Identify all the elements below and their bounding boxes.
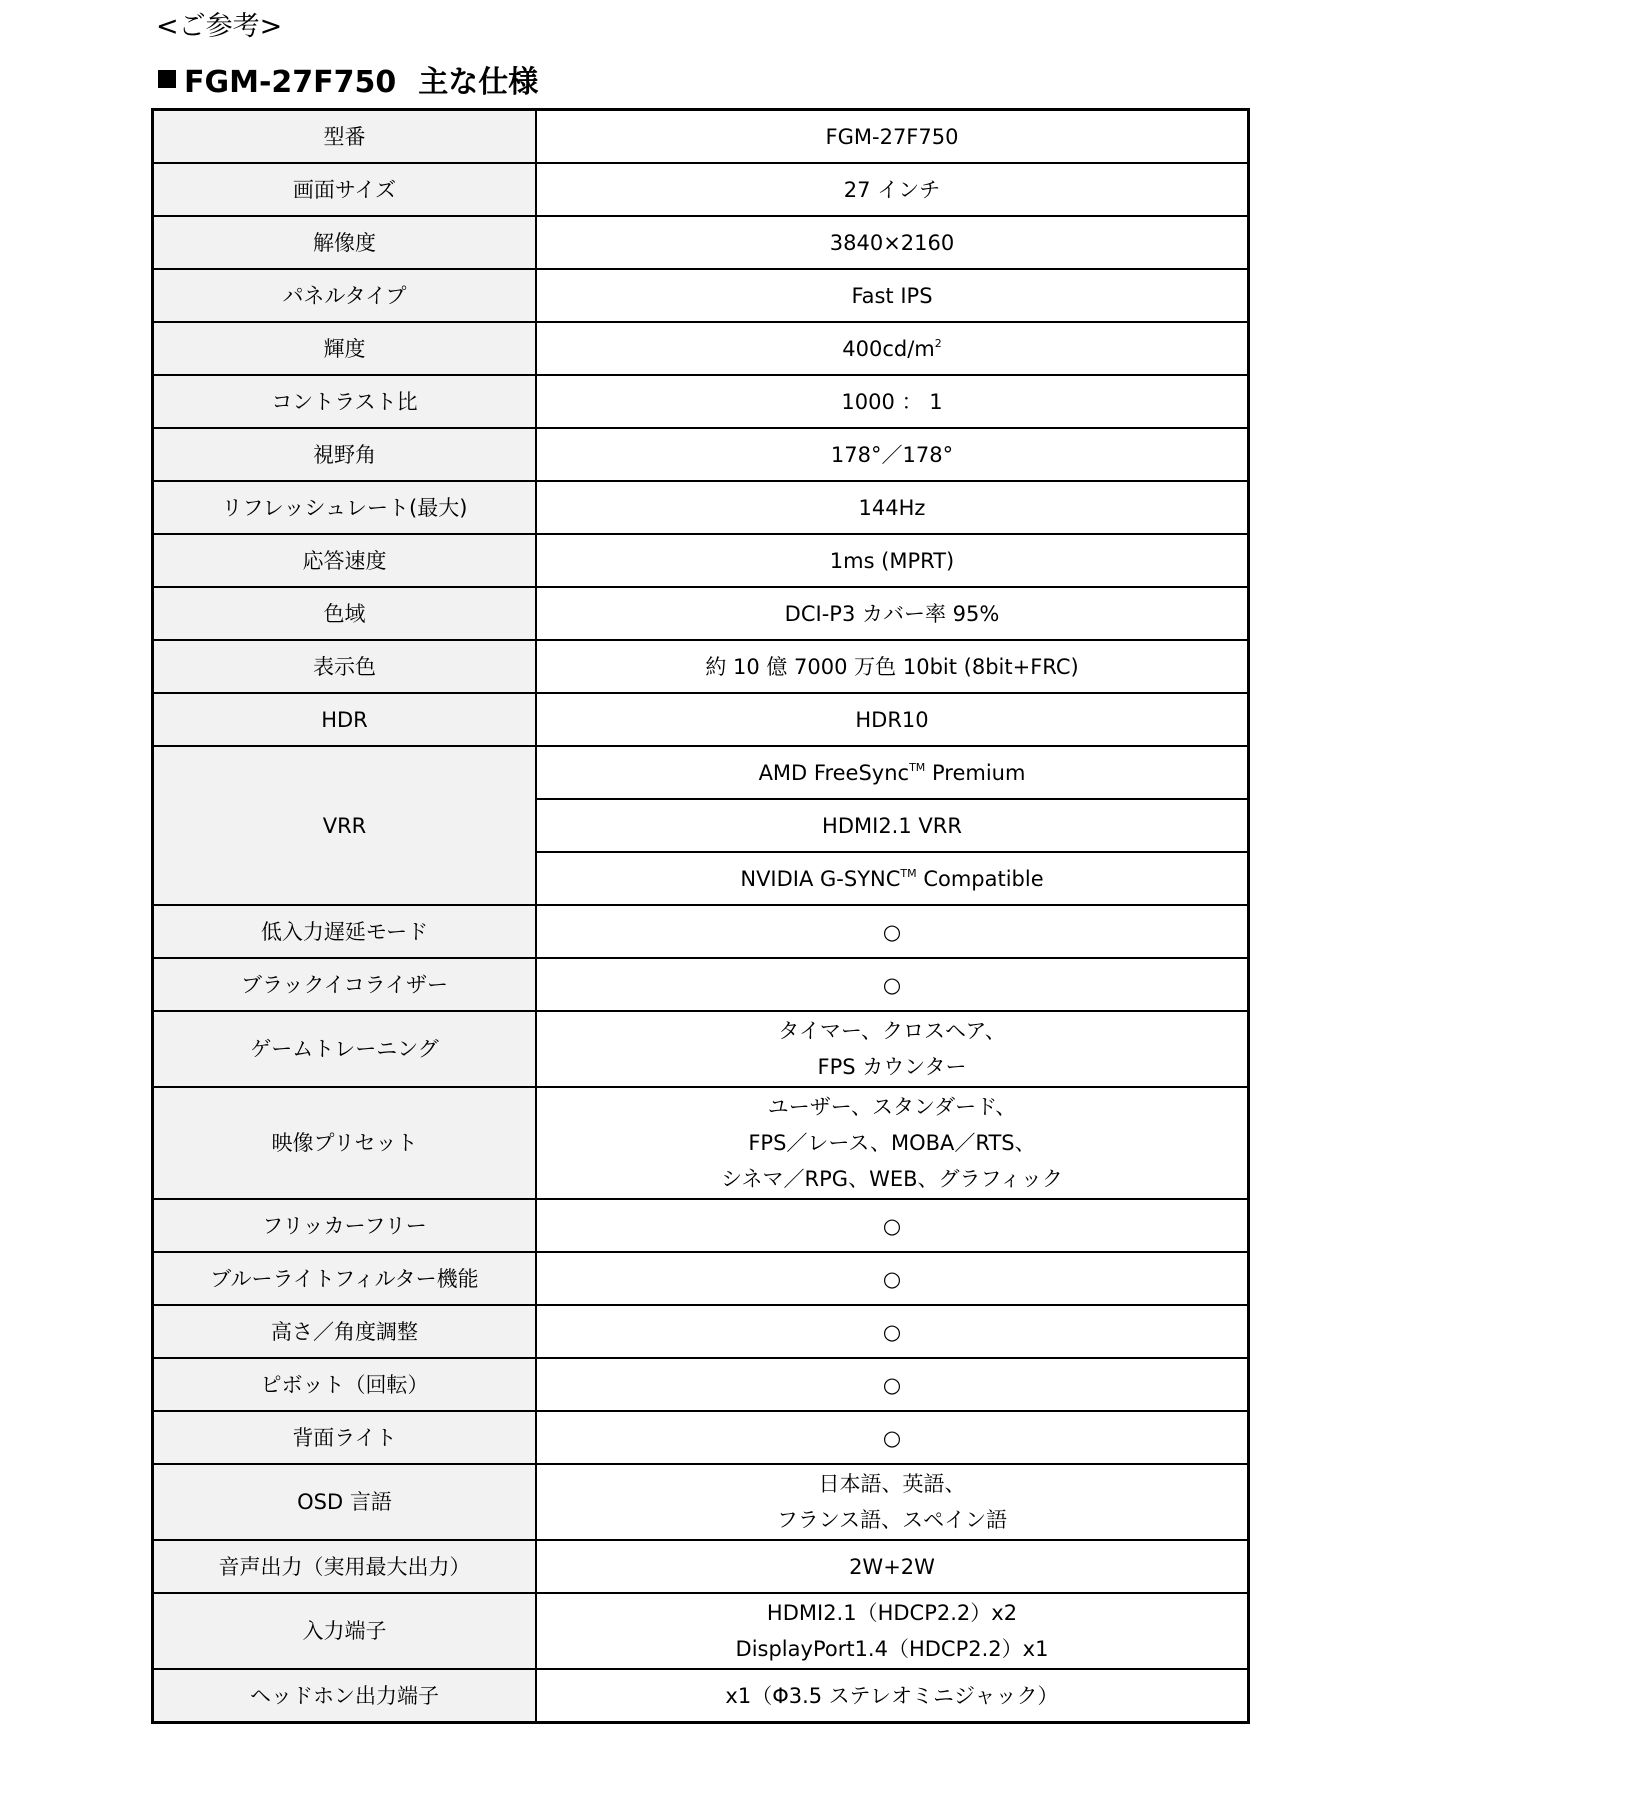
- spec-value: 1000 ： 1: [536, 375, 1249, 428]
- spec-value: [536, 1464, 1249, 1540]
- table-row: [153, 534, 1249, 587]
- value-line: DisplayPort1.4（HDCP2.2）x1: [735, 1637, 1049, 1661]
- table-row: [153, 163, 1249, 216]
- spec-label: 高さ／角度調整: [153, 1305, 537, 1358]
- spec-title: [158, 62, 538, 104]
- spec-label: 映像プリセット: [153, 1087, 537, 1199]
- table-row: [153, 375, 1249, 428]
- spec-value: DCI-P3 カバー率 95%: [536, 587, 1249, 640]
- table-row: [153, 269, 1249, 322]
- spec-label: 低入力遅延モード: [153, 905, 537, 958]
- spec-value: [536, 746, 1249, 799]
- title-model: FGM-27F750: [184, 65, 397, 100]
- vrr-freesync: AMD FreeSync: [758, 760, 910, 785]
- table-row: [153, 905, 1249, 958]
- spec-label: 型番: [153, 110, 537, 164]
- spec-value: 3840×2160: [536, 216, 1249, 269]
- table-row: [153, 1199, 1249, 1252]
- title-suffix: 主な仕様: [418, 65, 539, 100]
- table-row: [153, 428, 1249, 481]
- spec-label: VRR: [153, 746, 537, 905]
- spec-label: パネルタイプ: [153, 269, 537, 322]
- spec-label: 視野角: [153, 428, 537, 481]
- spec-label: ヘッドホン出力端子: [153, 1669, 537, 1723]
- table-row: [153, 1540, 1249, 1593]
- table-row: [153, 1464, 1249, 1540]
- value-line: タイマー、クロスヘア、: [778, 1019, 1006, 1043]
- spec-label: フリッカーフリー: [153, 1199, 537, 1252]
- spec-label: ゲームトレーニング: [153, 1011, 537, 1087]
- brightness-value: 400cd/m: [842, 336, 935, 361]
- value-line: 日本語、英語、: [818, 1472, 966, 1496]
- value-line: FPS／レース、MOBA／RTS、: [748, 1131, 1036, 1155]
- spec-value: x1（Φ3.5 ステレオミニジャック）: [536, 1669, 1249, 1723]
- spec-value: HDR10: [536, 693, 1249, 746]
- spec-label: OSD 言語: [153, 1464, 537, 1540]
- spec-label: 解像度: [153, 216, 537, 269]
- value-line: ユーザー、スタンダード、: [767, 1095, 1017, 1119]
- circle-mark-icon: ○: [536, 1305, 1249, 1358]
- table-row: [153, 958, 1249, 1011]
- table-row: [153, 1669, 1249, 1723]
- table-row: [153, 1305, 1249, 1358]
- spec-label: リフレッシュレート(最大): [153, 481, 537, 534]
- table-row: [153, 481, 1249, 534]
- spec-label: 表示色: [153, 640, 537, 693]
- table-row: [153, 746, 1249, 799]
- trademark-mark: TM: [909, 760, 926, 774]
- value-line: フランス語、スペイン語: [776, 1508, 1008, 1532]
- table-row: [153, 1252, 1249, 1305]
- spec-table: [151, 108, 1250, 1724]
- spec-label: 輝度: [153, 322, 537, 375]
- spec-value: 1ms (MPRT): [536, 534, 1249, 587]
- spec-value: 178°／178°: [536, 428, 1249, 481]
- spec-value: FGM-27F750: [536, 110, 1249, 164]
- spec-value: [536, 1011, 1249, 1087]
- spec-label: ピボット（回転）: [153, 1358, 537, 1411]
- spec-value: 2W+2W: [536, 1540, 1249, 1593]
- trademark-mark: TM: [900, 866, 917, 880]
- spec-value: [536, 1593, 1249, 1669]
- brightness-superscript: 2: [934, 336, 942, 350]
- spec-value: 144Hz: [536, 481, 1249, 534]
- spec-label: コントラスト比: [153, 375, 537, 428]
- spec-value: [536, 1087, 1249, 1199]
- circle-mark-icon: ○: [536, 905, 1249, 958]
- circle-mark-icon: ○: [536, 958, 1249, 1011]
- vrr-gsync: NVIDIA G-SYNC: [740, 866, 901, 891]
- spec-label: 音声出力（実用最大出力）: [153, 1540, 537, 1593]
- table-row: [153, 110, 1249, 164]
- table-row: [153, 640, 1249, 693]
- value-line: シネマ／RPG、WEB、グラフィック: [721, 1167, 1063, 1191]
- table-row: [153, 1087, 1249, 1199]
- square-bullet-icon: [158, 70, 176, 88]
- spec-label: 入力端子: [153, 1593, 537, 1669]
- circle-mark-icon: ○: [536, 1199, 1249, 1252]
- circle-mark-icon: ○: [536, 1358, 1249, 1411]
- spec-label: 背面ライト: [153, 1411, 537, 1464]
- spec-label: 色域: [153, 587, 537, 640]
- table-row: [153, 1593, 1249, 1669]
- table-row: [153, 587, 1249, 640]
- table-row: [153, 322, 1249, 375]
- vrr-gsync-tail: Compatible: [916, 866, 1044, 891]
- spec-value: Fast IPS: [536, 269, 1249, 322]
- table-row: [153, 1358, 1249, 1411]
- spec-label: HDR: [153, 693, 537, 746]
- spec-value: [536, 852, 1249, 905]
- spec-label: ブラックイコライザー: [153, 958, 537, 1011]
- value-line: HDMI2.1（HDCP2.2）x2: [766, 1601, 1018, 1625]
- spec-value: 27 インチ: [536, 163, 1249, 216]
- spec-value: [536, 322, 1249, 375]
- spec-value: 約 10 億 7000 万色 10bit (8bit+FRC): [536, 640, 1249, 693]
- reference-label: <ご参考>: [156, 11, 283, 42]
- table-row: [153, 216, 1249, 269]
- spec-value: HDMI2.1 VRR: [536, 799, 1249, 852]
- value-line: FPS カウンター: [817, 1055, 967, 1079]
- spec-label: 画面サイズ: [153, 163, 537, 216]
- vrr-freesync-tail: Premium: [925, 760, 1026, 785]
- table-row: [153, 1411, 1249, 1464]
- circle-mark-icon: ○: [536, 1252, 1249, 1305]
- spec-label: ブルーライトフィルター機能: [153, 1252, 537, 1305]
- circle-mark-icon: ○: [536, 1411, 1249, 1464]
- table-row: [153, 1011, 1249, 1087]
- spec-label: 応答速度: [153, 534, 537, 587]
- table-row: [153, 693, 1249, 746]
